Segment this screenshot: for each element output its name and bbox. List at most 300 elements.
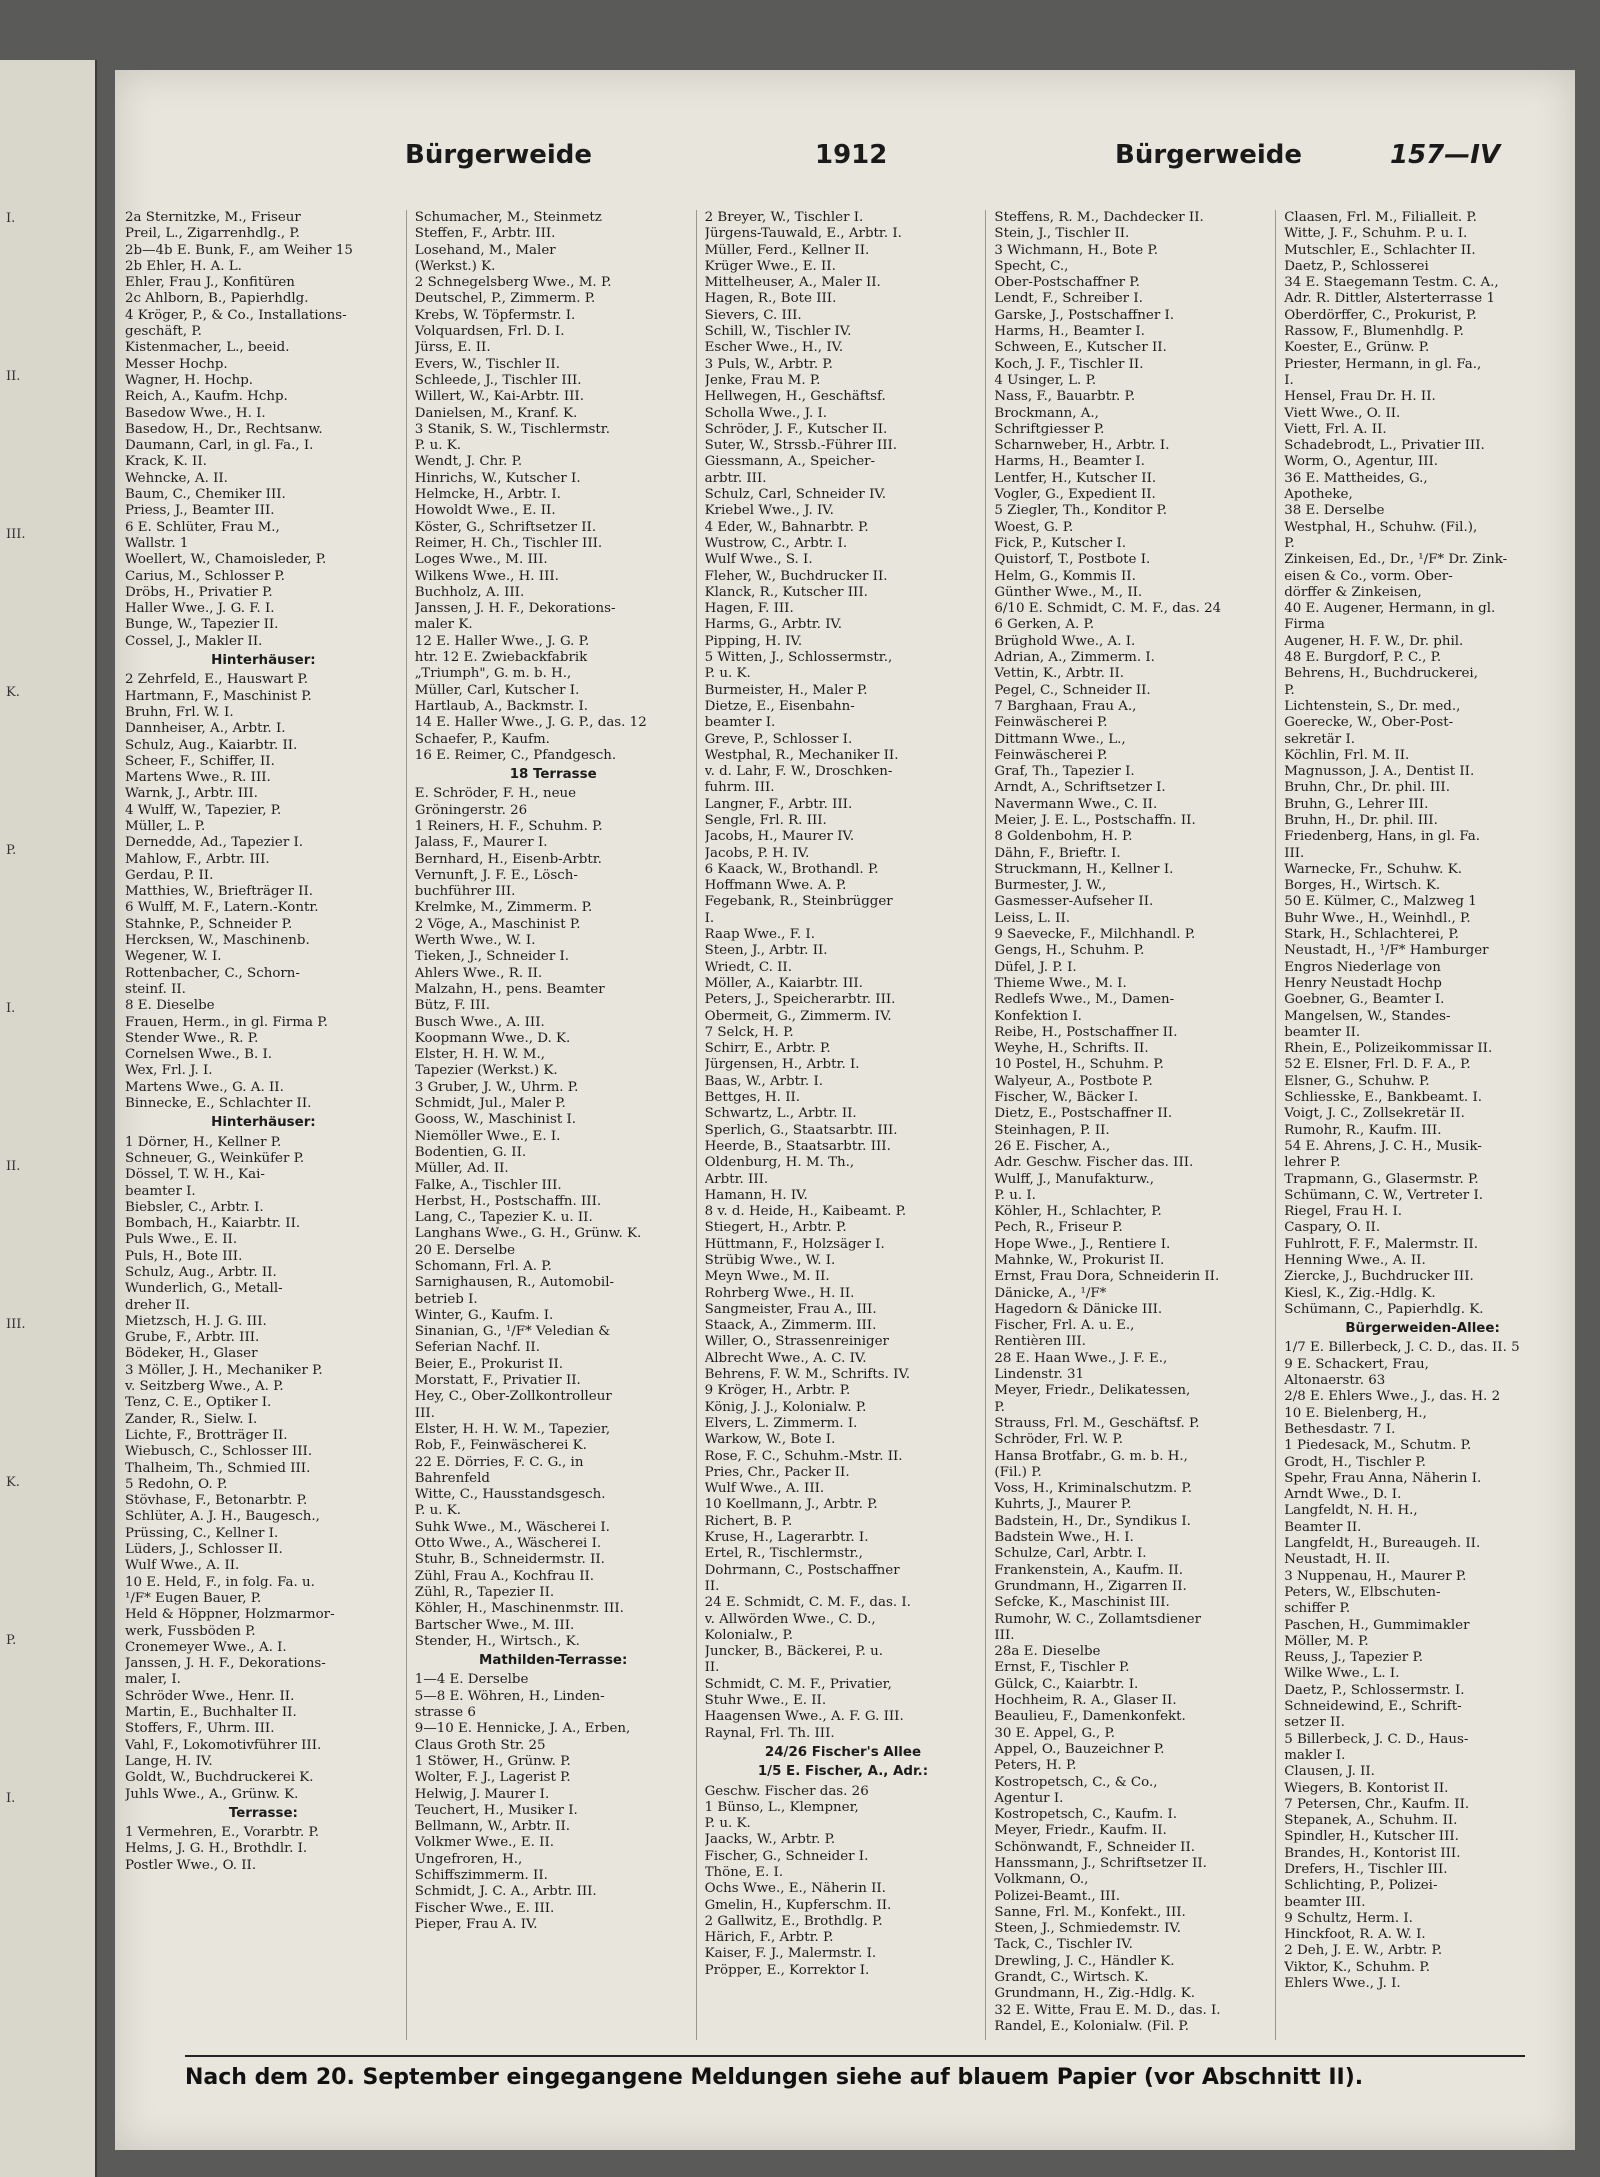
directory-entry: II. [704,1578,720,1594]
directory-entry: Meyn Wwe., M. II. [704,1269,830,1285]
directory-entry: Howoldt Wwe., E. II. [414,503,556,519]
directory-entry: buchführer III. [414,884,516,900]
directory-entry: Lüders, J., Schlosser II. [125,1542,283,1558]
directory-entry: Rottenbacher, C., Schorn- [125,965,300,981]
directory-entry: Bahrenfeld [414,1470,490,1486]
directory-entry: Harms, G., Arbtr. IV. [704,617,843,633]
directory-entry: Arbtr. III. [704,1171,769,1187]
directory-entry: Malzahn, H., pens. Beamter [414,981,605,997]
directory-entry: Steinhagen, P. II. [994,1122,1110,1138]
directory-entry: Goebner, G., Beamter I. [1284,992,1445,1008]
directory-entry: Wiegers, B. Kontorist II. [1284,1780,1449,1796]
directory-entry: Gröningerstr. 26 [414,802,528,818]
directory-entry: Stark, H., Schlachterei, P. [1284,927,1459,943]
directory-entry: Lindenstr. 31 [994,1367,1085,1383]
section-heading: 18 Terrasse [509,767,597,783]
directory-entry: Steen, J., Arbtr. II. [704,943,828,959]
directory-entry: Martens Wwe., R. III. [125,770,271,786]
directory-entry: Richert, B. P. [704,1513,793,1529]
directory-entry: Reibe, H., Postschaffner II. [994,1024,1178,1040]
directory-entry: makler I. [1284,1747,1346,1763]
directory-entry: Fischer, Frl. A. u. E., [994,1318,1135,1334]
column-4 [994,210,1276,2040]
directory-entry: 50 E. Külmer, C., Malzweg 1 [1284,894,1477,910]
directory-entry: „Triumph", G. m. b. H., [414,666,572,682]
directory-entry: 10 Koellmann, J., Arbtr. P. [704,1497,878,1513]
directory-entry: Cossel, J., Makler II. [125,633,263,649]
directory-entry: 2 Breyer, W., Tischler I. [704,210,864,225]
directory-entry: Jürgens-Tauwald, E., Arbtr. I. [704,226,902,242]
directory-entry: Rob, F., Feinwäscherei K. [414,1438,587,1454]
directory-entry: Polizei-Beamt., III. [994,1888,1120,1904]
directory-entry: Staack, A., Zimmerm. III. [704,1318,877,1334]
directory-entry: Steffens, R. M., Dachdecker II. [994,210,1204,225]
directory-entry: Volkmann, O., [994,1872,1089,1888]
directory-entry: Woest, G. P. [994,519,1074,535]
directory-entry: E. Schröder, F. H., neue [414,786,577,802]
directory-entry: Stiegert, H., Arbtr. P. [704,1220,847,1236]
directory-entry: lehrer P. [1284,1155,1341,1171]
page-header [115,140,1575,190]
directory-entry: Fegebank, R., Steinbrügger [704,894,893,910]
directory-entry: Koopmann Wwe., D. K. [414,1030,571,1046]
directory-entry: 22 E. Dörries, F. C. G., in [414,1454,584,1470]
directory-entry: 54 E. Ahrens, J. C. H., Musik- [1284,1138,1482,1154]
directory-entry: htr. 12 E. Zwiebackfabrik [414,650,588,666]
directory-entry: Friedenberg, Hans, in gl. Fa. [1284,829,1481,845]
directory-entry: schiffer P. [1284,1601,1351,1617]
directory-entry: 14 E. Haller Wwe., J. G. P., das. 12 [414,715,647,731]
directory-entry: Claus Groth Str. 25 [414,1737,546,1753]
directory-entry: 7 Petersen, Chr., Kaufm. II. [1284,1796,1470,1812]
directory-entry: Gülck, C., Kaiarbtr. I. [994,1676,1139,1692]
directory-entry: 16 E. Reimer, C., Pfandgesch. [414,747,617,763]
strip-letter: III. [6,527,26,542]
directory-entry: 2c Ahlborn, B., Papierhdlg. [125,291,309,307]
directory-entry: Bruhn, Frl. W. I. [125,704,234,720]
directory-entry: Kistenmacher, L., beeid. [125,340,290,356]
directory-entry: Beamter II. [1284,1519,1362,1535]
strip-letter: I. [6,211,16,226]
directory-entry: 4 Wulff, W., Tapezier, P. [125,802,282,818]
directory-entry: 9 Saevecke, F., Milchhandl. P. [994,927,1196,943]
directory-entry: Agentur I. [994,1790,1064,1806]
directory-entry: Klanck, R., Kutscher III. [704,584,868,600]
directory-entry: dreher II. [125,1297,190,1313]
directory-entry: Jenke, Frau M. P. [704,372,821,388]
directory-entry: Schulze, Carl, Arbtr. I. [994,1546,1147,1562]
directory-entry: Langfeldt, H., Bureaugeh. II. [1284,1536,1481,1552]
directory-entry: Reich, A., Kaufm. Hchp. [125,389,288,405]
directory-entry: Wustrow, C., Arbtr. I. [704,535,848,551]
directory-entry: Graf, Th., Tapezier I. [994,764,1135,780]
directory-entry: Stövhase, F., Betonarbtr. P. [125,1493,308,1509]
directory-entry: Scharnweber, H., Arbtr. I. [994,438,1170,454]
directory-entry: Krüger Wwe., E. II. [704,258,836,274]
directory-entry: Magnusson, J. A., Dentist II. [1284,764,1475,780]
directory-entry: Schmidt, C. M. F., Privatier, [704,1676,892,1692]
directory-entry: Wallstr. 1 [125,535,189,551]
directory-entry: Daetz, P., Schlosserei [1284,258,1429,274]
directory-entry: 5—8 E. Wöhren, H., Linden- [414,1688,605,1704]
section-heading: Bürgerweiden-Allee: [1345,1321,1500,1337]
directory-entry: 3 Puls, W., Arbtr. P. [704,356,833,372]
directory-entry: Oberdörffer, C., Prokurist, P. [1284,307,1477,323]
directory-entry: P. [1284,682,1295,698]
directory-entry: Stender, H., Wirtsch., K. [414,1633,580,1649]
directory-entry: Lange, H. IV. [125,1753,213,1769]
directory-entry: Beier, E., Prokurist II. [414,1356,563,1372]
directory-entry: Badstein, H., Dr., Syndikus I. [994,1513,1191,1529]
directory-entry: Hamann, H. IV. [704,1187,808,1203]
directory-entry: Thöne, E. I. [704,1864,784,1880]
directory-entry: Engros Niederlage von [1284,959,1441,975]
directory-entry: Jürgensen, H., Arbtr. I. [704,1057,860,1073]
directory-entry: Meyer, Friedr., Kaufm. II. [994,1823,1167,1839]
directory-entry: Schneidewind, E., Schrift- [1284,1699,1462,1715]
section-heading: Mathilden-Terrasse: [479,1653,628,1669]
directory-entry: Neustadt, H. II. [1284,1552,1391,1568]
directory-entry: Schiffszimmerm. II. [414,1867,548,1883]
directory-entry: Losehand, M., Maler [414,242,556,258]
directory-entry: 30 E. Appel, G., P. [994,1725,1116,1741]
directory-entry: Vernunft, J. F. E., Lösch- [414,867,578,883]
directory-entry: Grundmann, H., Zig.-Hdlg. K. [994,1986,1196,2002]
directory-entry: Ehlers Wwe., J. I. [1284,1976,1401,1992]
strip-letter: K. [6,685,20,700]
directory-entry: Basedow, H., Dr., Rechtsanw. [125,421,323,437]
directory-entry: Kuhrts, J., Maurer P. [994,1497,1132,1513]
directory-entry: maler, I. [125,1672,181,1688]
directory-entry: 5 Ziegler, Th., Konditor P. [994,503,1168,519]
directory-entry: Baum, C., Chemiker III. [125,487,286,503]
directory-entry: geschäft, P. [125,324,202,340]
directory-entry: 10 Postel, H., Schuhm. P. [994,1057,1164,1073]
directory-entry: Wilkens Wwe., H. III. [414,568,559,584]
directory-entry: eisen & Co., vorm. Ober- [1284,568,1453,584]
directory-entry: Meyer, Friedr., Delikatessen, [994,1383,1191,1399]
directory-entry: Thalheim, Th., Schmied III. [125,1460,311,1476]
directory-entry: 2 Gallwitz, E., Brothdlg. P. [704,1913,883,1929]
directory-entry: v. Allwörden Wwe., C. D., [704,1611,876,1627]
directory-entry: 1 Stöwer, H., Grünw. P. [414,1753,571,1769]
directory-entry: Paschen, H., Gummimakler [1284,1617,1470,1633]
directory-entry: Goerecke, W., Ober-Post- [1284,715,1454,731]
directory-entry: Bethesdastr. 7 I. [1284,1421,1396,1437]
directory-entry: Schulz, Carl, Schneider IV. [704,487,886,503]
directory-entry: Bruhn, H., Dr. phil. III. [1284,812,1438,828]
directory-entry: Hensel, Frau Dr. H. II. [1284,389,1436,405]
directory-entry: 2a Sternitzke, M., Friseur [125,210,301,225]
directory-entry: Augener, H. F. W., Dr. phil. [1284,633,1464,649]
directory-entry: Woellert, W., Chamoisleder, P. [125,552,327,568]
directory-entry: Mahlow, F., Arbtr. III. [125,851,270,867]
directory-entry: Neustadt, H., ¹/F* Hamburger [1284,943,1489,959]
directory-entry: 2b—4b E. Bunk, F., am Weiher 15 [125,242,353,258]
directory-entry: Beaulieu, F., Damenkonfekt. [994,1709,1186,1725]
directory-entry: Meier, J. E. L., Postschaffn. II. [994,812,1196,828]
directory-entry: Helmcke, H., Arbtr. I. [414,487,561,503]
directory-entry: Sievers, C. III. [704,307,802,323]
directory-entry: Gengs, H., Schuhm. P. [994,943,1145,959]
directory-entry: Juhls Wwe., A., Grünw. K. [125,1786,299,1802]
directory-entry: Basedow Wwe., H. I. [125,405,266,421]
directory-entry: 2 Vöge, A., Maschinist P. [414,916,581,932]
directory-entry: Strübig Wwe., W. I. [704,1253,836,1268]
directory-entry: v. Seitzberg Wwe., A. P. [125,1379,284,1395]
directory-entry: 6 Gerken, A. P. [994,617,1095,633]
column-2 [415,210,697,2040]
directory-entry: Evers, W., Tischler II. [414,356,560,372]
directory-entry: Warnecke, Fr., Schuhw. K. [1284,861,1462,877]
directory-entry: Krelmke, M., Zimmerm. P. [414,900,593,916]
directory-entry: Schomann, Frl. A. P. [414,1259,552,1274]
directory-entry: steinf. II. [125,981,186,997]
directory-entry: Haller Wwe., J. G. F. I. [125,601,275,617]
directory-entry: Schmidt, Jul., Maler P. [414,1096,566,1112]
directory-entry: Bruhn, G., Lehrer III. [1284,796,1429,812]
directory-entry: Wex, Frl. J. I. [125,1063,213,1079]
directory-entry: Wehncke, A. II. [125,470,228,486]
directory-entry: Peters, H. P. [994,1758,1077,1774]
directory-entry: Düfel, J. P. I. [994,959,1077,975]
strip-letter: II. [6,1159,21,1174]
directory-entry: 7 Selck, H. P. [704,1024,794,1040]
directory-entry: 1—4 E. Derselbe [414,1672,529,1688]
directory-entry: Nass, F., Bauarbtr. P. [994,389,1136,405]
directory-entry: Postler Wwe., O. II. [125,1857,257,1873]
directory-entry: 1 Reiners, H. F., Schuhm. P. [414,818,603,834]
directory-entry: Dähn, F., Brieftr. I. [994,845,1121,861]
directory-entry: Hellwegen, H., Geschäftsf. [704,389,886,405]
directory-entry: Zühl, R., Tapezier II. [414,1584,555,1600]
directory-entry: 28a E. Dieselbe [994,1644,1101,1660]
directory-entry: Schulz, Aug., Arbtr. II. [125,1265,277,1280]
directory-entry: Thieme Wwe., M. I. [994,975,1127,991]
directory-entry: Carius, M., Schlosser P. [125,568,285,584]
directory-entry: Cornelsen Wwe., B. I. [125,1047,273,1063]
directory-entry: Müller, Ferd., Kellner II. [704,242,870,258]
directory-entry: Jaacks, W., Arbtr. P. [704,1832,836,1848]
directory-entry: P. u. K. [704,1816,751,1832]
directory-entry: Helm, G., Kommis II. [994,568,1136,584]
strip-letter: I. [6,1791,16,1806]
directory-entry: II. [704,1660,720,1676]
directory-entry: Hey, C., Ober-Zollkontrolleur [414,1389,612,1405]
directory-entry: Appel, O., Bauzeichner P. [994,1741,1165,1757]
directory-entry: Drewling, J. C., Händler K. [994,1953,1175,1969]
directory-entry: Viett, Frl. A. II. [1284,421,1387,437]
directory-entry: Pegel, C., Schneider II. [994,682,1151,698]
directory-entry: Sarnighausen, R., Automobil- [414,1275,615,1291]
directory-entry: Kiesl, K., Zig.-Hdlg. K. [1284,1285,1436,1301]
directory-entry: 8 v. d. Heide, H., Kaibeamt. P. [704,1204,907,1220]
directory-entry: Bunge, W., Tapezier II. [125,617,279,633]
directory-entry: Caspary, O. II. [1284,1220,1381,1236]
directory-entry: Pries, Chr., Packer II. [704,1464,850,1480]
directory-entry: Martin, E., Buchhalter II. [125,1705,297,1721]
directory-entry: Schulz, Aug., Kaiarbtr. II. [125,737,298,753]
directory-entry: Warkow, W., Bote I. [704,1432,836,1448]
directory-entry: Martens Wwe., G. A. II. [125,1079,284,1095]
directory-entry: Adrian, A., Zimmerm. I. [994,650,1155,666]
directory-entry: Bernhard, H., Eisenb-Arbtr. [414,851,602,867]
directory-entry: Vahl, F., Lokomotivführer III. [125,1737,322,1753]
directory-entry: Schaefer, P., Kaufm. [414,731,550,747]
section-heading: Terrasse: [228,1805,298,1821]
directory-entry: Arndt Wwe., D. I. [1284,1487,1402,1503]
directory-entry: beamter I. [704,715,776,731]
directory-entry: Fuhlrott, F. F., Malermstr. II. [1284,1236,1478,1252]
directory-entry: Hercksen, W., Maschinenb. [125,933,310,949]
directory-entry: 6/10 E. Schmidt, C. M. F., das. 24 [994,601,1222,617]
directory-entry: Ober-Postschaffner P. [994,275,1140,291]
directory-entry: Burmester, J. W., [994,878,1107,894]
directory-entry: Brockmann, A., [994,405,1099,421]
directory-entry: Puls, H., Bote III. [125,1248,243,1264]
directory-entry: Härich, F., Arbtr. P. [704,1930,834,1946]
directory-entry: 34 E. Staegemann Testm. C. A., [1284,275,1499,291]
directory-entry: Spehr, Frau Anna, Näherin I. [1284,1470,1482,1486]
directory-entry: Voss, H., Kriminalschutzm. P. [994,1481,1192,1497]
directory-entry: Langhans Wwe., G. H., Grünw. K. [414,1226,642,1242]
directory-entry: III. [414,1405,435,1421]
directory-entry: Schwartz, L., Arbtr. II. [704,1106,857,1122]
directory-entry: 2/8 E. Ehlers Wwe., J., das. H. 2 [1284,1389,1501,1405]
directory-entry: 10 E. Bielenberg, H., [1284,1405,1427,1421]
directory-entry: III. [994,1627,1015,1643]
directory-entry: Winter, G., Kaufm. I. [414,1307,554,1323]
directory-entry: Walyeur, A., Postbote P. [994,1073,1153,1089]
directory-entry: Schneuer, G., Weinküfer P. [125,1150,305,1166]
directory-entry: Specht, C., [994,258,1069,274]
directory-entry: Deutschel, P., Zimmerm. P. [414,291,596,307]
directory-entry: Hüttmann, F., Holzsäger I. [704,1236,885,1252]
directory-entry: 38 E. Derselbe [1284,503,1385,519]
directory-entry: 5 Witten, J., Schlossermstr., [704,650,893,666]
directory-entry: Brandes, H., Kontorist III. [1284,1845,1461,1861]
directory-entry: Tieken, J., Schneider I. [414,949,570,965]
directory-entry: 32 E. Witte, Frau E. M. D., das. I. [994,2002,1221,2018]
directory-entry: Schröder, Frl. W. P. [994,1432,1124,1448]
directory-entry: Kolonialw., P. [704,1627,794,1643]
directory-entry: Günther Wwe., M., II. [994,584,1143,600]
directory-entry: 3 Gruber, J. W., Uhrm. P. [414,1079,579,1095]
directory-entry: Albrecht Wwe., A. C. IV. [704,1350,867,1366]
directory-entry: Schlüter, A. J. H., Baugesch., [125,1509,320,1525]
directory-entry: Ahlers Wwe., R. II. [414,965,543,981]
directory-entry: Schriftgiesser P. [994,421,1105,437]
directory-entry: Schmidt, J. C. A., Arbtr. III. [414,1884,597,1900]
directory-entry: Badstein Wwe., H. I. [994,1530,1134,1546]
directory-entry: P. u. K. [414,1503,462,1519]
directory-entry: Wolter, F. J., Lagerist P. [414,1770,571,1786]
directory-entry: Priester, Hermann, in gl. Fa., [1284,356,1482,372]
directory-entry: Möller, M. P. [1284,1633,1369,1649]
directory-entry: Müller, Ad. II. [414,1161,509,1177]
directory-entry: Stoffers, F., Uhrm. III. [125,1721,275,1737]
directory-entry: Dernedde, Ad., Tapezier I. [125,835,304,851]
header-page-number: 157—IV [1390,140,1501,170]
directory-entry: Koch, J. F., Tischler II. [994,356,1144,372]
strip-letter: P. [6,843,17,858]
directory-entry: Baas, W., Arbtr. I. [704,1073,823,1089]
directory-entry: Steen, J., Schmiedemstr. IV. [994,1921,1181,1937]
directory-entry: Stepanek, A., Schuhm. II. [1284,1813,1458,1829]
directory-entry: Buchholz, A. III. [414,584,525,600]
directory-entry: 8 Goldenbohm, H. P. [994,829,1133,845]
directory-entry: Hagen, R., Bote III. [704,291,837,307]
directory-entry: Rohrberg Wwe., H. II. [704,1285,855,1301]
directory-entry: Oldenburg, H. M. Th., [704,1155,855,1171]
directory-entry: beamter III. [1284,1894,1366,1910]
directory-entry: Stahnke, P., Schneider P. [125,916,293,932]
directory-entry: Quistorf, T., Postbote I. [994,552,1151,568]
directory-entry: Wendt, J. Chr. P. [414,454,523,470]
section-heading: 24/26 Fischer's Allee [764,1744,922,1760]
directory-entry: Prüssing, C., Kellner I. [125,1525,279,1541]
directory-entry: Konfektion I. [994,1008,1082,1024]
directory-entry: Volquardsen, Frl. D. I. [414,324,565,340]
directory-entry: 2 Deh, J. E. W., Arbtr. P. [1284,1943,1443,1959]
directory-entry: 6 Wulff, M. F., Latern.-Kontr. [125,900,319,916]
directory-entry: Mutschler, E., Schlachter II. [1284,242,1476,258]
directory-entry: Stein, J., Tischler II. [994,226,1130,242]
directory-entry: Viett Wwe., O. II. [1284,405,1401,421]
directory-entry: Behrens, F. W. M., Schrifts. IV. [704,1367,911,1383]
directory-entry: Ernst, Frau Dora, Schneiderin II. [994,1269,1220,1285]
directory-entry: Dohrmann, C., Postschaffner [704,1562,900,1578]
directory-entry: Heerde, B., Staatsarbtr. III. [704,1138,891,1154]
directory-entry: Mittelheuser, A., Maler II. [704,275,881,291]
directory-entry: Westphal, H., Schuhw. (Fil.), [1284,519,1478,535]
directory-entry: P. u. K. [414,438,462,454]
directory-entry: Zinkeisen, Ed., Dr., ¹/F* Dr. Zink- [1284,552,1508,568]
directory-entry: Stuhr Wwe., E. II. [704,1693,827,1709]
directory-entry: Herbst, H., Postschaffn. III. [414,1193,602,1209]
directory-entry: Sengle, Frl. R. III. [704,812,827,828]
directory-entry: 4 Eder, W., Bahnarbtr. P. [704,519,869,535]
directory-entry: Dittmann Wwe., L., [994,731,1126,747]
directory-entry: Rose, F. C., Schuhm.-Mstr. II. [704,1448,903,1464]
header-street-right: Bürgerweide [1115,140,1303,170]
directory-entry: Wriedt, C. II. [704,959,792,975]
directory-entry: strasse 6 [414,1705,476,1721]
directory-entry: Fleher, W., Buchdrucker II. [704,568,888,584]
directory-entry: Rentièren III. [994,1334,1086,1350]
directory-entry: Krack, K. II. [125,454,207,470]
directory-entry: Jacobs, P. H. IV. [704,845,810,861]
directory-entry: 3 Wichmann, H., Bote P. [994,242,1159,258]
directory-entry: Ochs Wwe., E., Näherin II. [704,1881,886,1897]
directory-entry: Hinckfoot, R. A. W. I. [1284,1927,1426,1943]
directory-entry: Gerdau, P. II. [125,867,214,883]
directory-entry: Priess, J., Beamter III. [125,503,275,519]
directory-entry: Matthies, W., Briefträger II. [125,884,314,900]
directory-entry: Lentfer, H., Kutscher II. [994,470,1157,486]
directory-entry: Suter, W., Strssb.-Führer III. [704,438,898,454]
directory-entry: Falke, A., Tischler III. [414,1177,562,1193]
directory-entry: Witte, C., Hausstandsgesch. [414,1487,606,1503]
directory-entry: 1 Dörner, H., Kellner P. [125,1134,282,1150]
directory-entry: Jalass, F., Maurer I. [414,835,548,851]
directory-entry: 28 E. Haan Wwe., J. F. E., [994,1350,1168,1366]
directory-entry: Teuchert, H., Musiker I. [414,1802,578,1818]
directory-entry: 6 Kaack, W., Brothandl. P. [704,861,879,877]
directory-entry: Hagen, F. III. [704,601,794,617]
directory-columns [125,210,1565,2040]
directory-entry: Greve, P., Schlosser I. [704,731,853,747]
